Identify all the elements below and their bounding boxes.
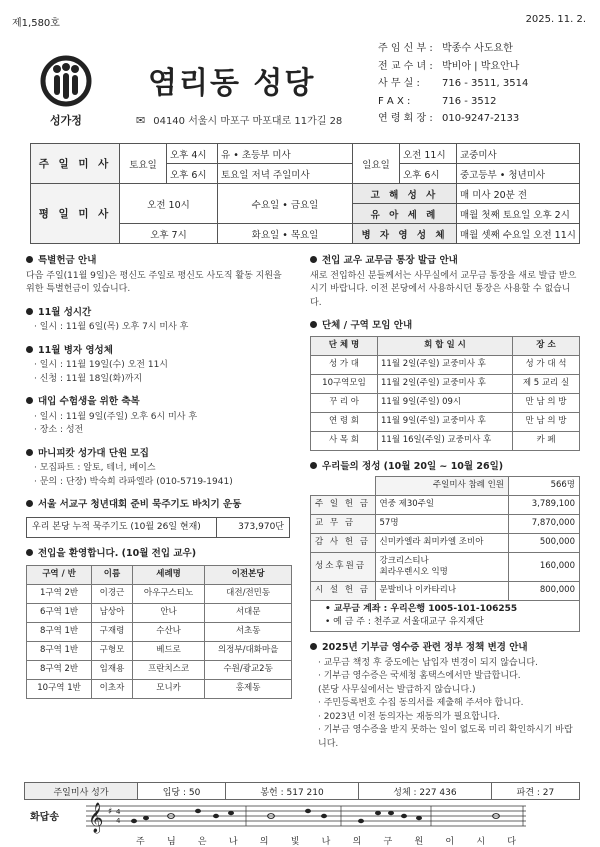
mass-time: 오후 4시 [167,144,218,164]
lyric-syllable: 나 [228,837,238,847]
svg-text:4: 4 [116,817,121,825]
lyric-syllable: 나 [321,837,331,847]
table-row [311,374,580,393]
table-cell: 160,000 [509,553,580,582]
section-body: 다음 주일(11월 9일)은 평신도 주일로 평신도 사도직 활동 지원을 위한 특별헌금이 있습니다. [26,270,282,294]
table-cell: 대전/전민동 [205,584,292,603]
svg-text:4: 4 [116,808,121,816]
issue-number: 제1,580호 [12,18,60,29]
section-title-text: 서울 서교구 청년대회 준비 묵주기도 바치기 운동 [38,499,242,510]
table-cell: 아우구스티노 [132,584,204,603]
account-info [310,601,580,632]
mass-days: 화요일 • 목요일 [218,224,353,244]
table-row [27,660,292,679]
other-value: 매 미사 20분 전 [457,184,580,204]
attendance-value: 566명 [509,477,580,496]
table-cell: 성 가 대 [311,355,378,374]
table-row [27,584,292,603]
section-title-text: 대입 수험생을 위한 축복 [38,396,140,407]
table-cell: 꾸 리 아 [311,393,378,412]
mass-desc: 유 • 초등부 미사 [218,144,353,164]
section-title-text: 마니피캇 성가대 단원 모집 [38,447,149,459]
staff-value: 010-9247-2133 [442,113,520,124]
table-header [27,565,292,584]
table-cell: 3,789,100 [509,496,580,515]
table-cell: 11월 2일(주일) 교중미사 후 [378,374,513,393]
list-item: · 기부금 영수증은 국세청 홈택스에서만 발급합니다. [318,671,521,681]
lyrics [136,834,516,847]
section-title [26,344,292,358]
weekday-mass-label: 평 일 미 사 [31,184,120,244]
offering-table [310,476,580,601]
other-label: 병 자 영 성 체 [353,224,457,244]
table-row [311,582,580,601]
rosary-label: 우리 본당 누적 묵주기도 (10월 26일 현재) [27,518,217,538]
staff-value: 716 - 3512 [442,95,497,107]
logo-caption: 성가정 [50,114,82,127]
table-row [27,679,292,698]
table-cell: 홍제동 [205,679,292,698]
account-line: • 교무금 계좌 : 우리은행 1005-101-106255 [325,604,518,614]
table-cell: 이초자 [92,679,133,698]
responsory-label: 화답송 [30,812,59,823]
section-title-text: 우리들의 정성 (10월 20일 ~ 10월 26일) [322,460,504,472]
table-cell: 8구역 1반 [27,641,92,660]
left-column [26,254,292,699]
table-cell: 800,000 [509,582,580,601]
meeting-table [310,336,580,451]
staff-row [378,40,528,58]
section-title [310,460,580,474]
staff-value: 박비아 | 박요안나 [442,60,520,72]
table-cell: 서대문 [205,603,292,622]
table-row [311,553,580,582]
rosary-value: 373,970단 [238,521,284,532]
sunday-mass-label: 주 일 미 사 [31,144,120,184]
address [136,112,342,127]
holy-family-icon [40,55,92,107]
issue-date: 2025. 11. 2. [525,14,586,25]
section-title [310,254,580,268]
table-row [311,412,580,431]
section-title [26,395,292,409]
sunday-label: 일요일 [353,144,400,184]
table-cell: 프란치스코 [132,660,204,679]
section-title-text: 2025년 기부금 영수증 관련 정부 정책 변경 안내 [322,642,528,653]
mail-icon: ✉ [136,114,146,127]
mass-schedule-table [30,143,580,244]
table-cell: 8구역 2반 [27,660,92,679]
lyric-syllable: 다 [507,837,516,847]
hymn-label: 주일미사 성가 [25,783,138,800]
mass-time: 오전 11시 [400,144,457,164]
table-cell: 의정부/대화마을 [205,641,292,660]
table-cell: 1구역 2반 [27,584,92,603]
table-cell: 주 일 헌 금 [311,496,376,515]
staff-label: 전 교 수 녀 : [378,60,433,72]
staff-value: 716 - 3511, 3514 [442,78,529,89]
mass-days: 수요일 • 금요일 [218,184,353,224]
list-item: · 모집파트 : 알토, 테너, 베이스 [34,463,156,473]
table-cell: 10구역모임 [311,374,378,393]
column-header: 이름 [92,565,133,584]
table-cell: 수원/광교2동 [205,660,292,679]
staff-row [378,75,528,93]
table-row [27,641,292,660]
mass-desc: 중고등부 • 청년미사 [457,164,580,184]
column-header: 구역 / 반 [27,565,92,584]
section-title-text: 11월 성시간 [38,306,92,318]
table-cell: 수산나 [132,622,204,641]
list-item: · 신청 : 11월 18일(화)까지 [34,373,143,384]
table-row [311,355,580,374]
parish-name: 염리동 성당 [148,66,316,101]
table-cell: 11월 16일(주일) 교중미사 후 [378,431,513,450]
lyric-syllable: 의 [352,837,362,847]
lyric-syllable: 주 [136,837,145,847]
section-body: 새로 전입하신 분들께서는 사무실에서 교무금 통장을 새로 발급 받으시기 바랍니다. 이전 본당에서 사용하시던 통장은 사용할 수 없습니다. [310,270,577,308]
list-item: · 기부금 영수증을 받지 못하는 일이 없도록 미리 확인하시기 바랍니다. [318,725,573,749]
hymn-offertory: 봉헌 : 517 210 [226,783,359,800]
table-cell: 11월 2일(주일) 교중미사 후 [378,355,513,374]
table-cell: 이경근 [92,584,133,603]
lyric-syllable: 원 [414,837,424,847]
staff-row [378,110,528,128]
table-row [27,603,292,622]
lyric-syllable: 시 [476,837,486,847]
attendance-label: 주일미사 참례 인원 [375,477,509,496]
lyric-syllable: 이 [445,837,455,847]
table-cell: 남상아 [92,603,133,622]
section-title [26,498,292,512]
staff-list [378,40,528,128]
section-title-text: 전입을 환영합니다. (10월 전입 교우) [38,548,197,559]
staff-value: 박종수 사도요한 [442,43,513,54]
mass-time: 오전 10시 [120,184,218,224]
table-cell: 모니카 [132,679,204,698]
mass-desc: 토요일 저녁 주일미사 [218,164,353,184]
table-header [311,336,580,355]
staff-label: 주 임 신 부 : [378,43,433,54]
section-title [310,319,580,333]
table-cell: 안나 [132,603,204,622]
lyric-syllable: 님 [166,837,176,847]
table-cell: 7,870,000 [509,515,580,534]
section-title-text: 전입 교우 교무금 통장 발급 안내 [322,255,458,266]
column-header: 장 소 [513,336,580,355]
table-cell: 제 5 교리 실 [513,374,580,393]
right-column [310,254,580,751]
table-cell: 만 남 의 방 [513,393,580,412]
table-cell: 연중 제30주일 [375,496,509,515]
table-cell: 성 가 대 석 [513,355,580,374]
lyric-syllable: 빛 [290,837,300,847]
hymn-table [24,782,580,800]
lyric-syllable: 구 [383,837,393,847]
mass-time: 오후 7시 [120,224,218,244]
hymn-recessional: 파견 : 27 [491,783,579,800]
hymn-communion: 성체 : 227 436 [358,783,491,800]
other-value: 매월 셋째 수요일 오전 11시 [457,224,580,244]
list-item: · 2023년 이전 동의자는 재동의가 필요합니다. [318,711,501,722]
section-title [26,447,292,461]
list-item: · 문의 : 단장) 박숙희 라파엘라 (010-5719-1941) [34,476,233,487]
list-item: · 주민등록번호 수집 동의서를 제출해 주셔야 합니다. [318,698,524,708]
table-cell: 교 무 금 [311,515,376,534]
mass-time: 오후 6시 [167,164,218,184]
table-row [27,622,292,641]
table-cell: 500,000 [509,534,580,553]
list-item: (본당 사무실에서는 발급하지 않습니다.) [318,684,476,695]
section-title [26,254,292,268]
table-cell: 서초동 [205,622,292,641]
table-cell: 카 페 [513,431,580,450]
table-cell: 구재령 [92,622,133,641]
staff-label: 사 무 실 : [378,78,420,89]
list-item: · 일시 : 11월 19일(수) 오전 11시 [34,360,168,370]
staff-row [378,93,528,111]
table-cell: 베드로 [132,641,204,660]
column-header: 회 합 일 시 [378,336,513,355]
section-title-text: 특별헌금 안내 [38,255,97,266]
lyric-syllable: 의 [259,837,269,847]
table-cell: 11월 9일(주일) 09시 [378,393,513,412]
table-cell: 만 남 의 방 [513,412,580,431]
mass-desc: 교중미사 [457,144,580,164]
table-cell: 57명 [375,515,509,534]
music-staff-icon [86,800,526,834]
section-title-text: 단체 / 구역 모임 안내 [322,320,413,331]
table-cell: 신미카엘라 최미카엘 조비아 [375,534,509,553]
svg-text:𝄞: 𝄞 [88,803,104,833]
hymn-entrance: 입당 : 50 [138,783,226,800]
list-item: · 일시 : 11월 6일(목) 오후 7시 미사 후 [34,322,189,332]
table-row [311,393,580,412]
column-header: 단 체 명 [311,336,378,355]
table-row [311,515,580,534]
staff-row [378,58,528,76]
svg-text:♯: ♯ [108,807,113,817]
parish-logo [40,55,92,125]
list-item: · 교무금 책정 후 중도에는 납입자 변경이 되지 않습니다. [318,657,538,668]
table-row [311,534,580,553]
other-value: 매월 첫째 토요일 오후 2시 [457,204,580,224]
table-cell: 10구역 1반 [27,679,92,698]
table-cell: 구형모 [92,641,133,660]
account-line: • 예 금 주 : 천주교 서울대교구 유지재단 [325,617,484,627]
column-header: 세례명 [132,565,204,584]
section-title [310,641,580,655]
staff-label: 연 령 회 장 : [378,113,433,124]
list-item: · 장소 : 성전 [34,425,84,435]
table-cell: 문발비나 이카타리나 [375,582,509,601]
newcomer-table [26,565,292,699]
table-row [311,431,580,450]
table-cell: 연 령 회 [311,412,378,431]
other-label: 고 해 성 사 [353,184,457,204]
table-row [311,477,580,496]
table-cell: 강크리스티나 최라우렌시오 익명 [375,553,509,582]
table-cell: 8구역 1반 [27,622,92,641]
column-header: 이전본당 [205,565,292,584]
table-cell: 사 목 회 [311,431,378,450]
section-title [26,547,292,561]
list-item: · 일시 : 11월 9일(주일) 오후 6시 미사 후 [34,411,198,422]
staff-label: F A X : [378,95,411,107]
table-cell: 6구역 1반 [27,603,92,622]
table-cell: 임재용 [92,660,133,679]
section-title [26,306,292,320]
other-label: 유 아 세 례 [353,204,457,224]
rosary-count-box [26,517,290,539]
mass-time: 오후 6시 [400,164,457,184]
table-row [311,496,580,515]
lyric-syllable: 은 [197,837,207,847]
table-cell: 성소후원금 [311,553,376,582]
address-text: 04140 서울시 마포구 마포대로 11가길 28 [153,116,343,127]
section-title-text: 11월 병자 영성체 [38,344,113,356]
saturday-label: 토요일 [120,144,167,184]
table-cell: 11월 9일(주일) 교중미사 후 [378,412,513,431]
table-cell: 감 사 헌 금 [311,534,376,553]
table-cell: 시 설 헌 금 [311,582,376,601]
